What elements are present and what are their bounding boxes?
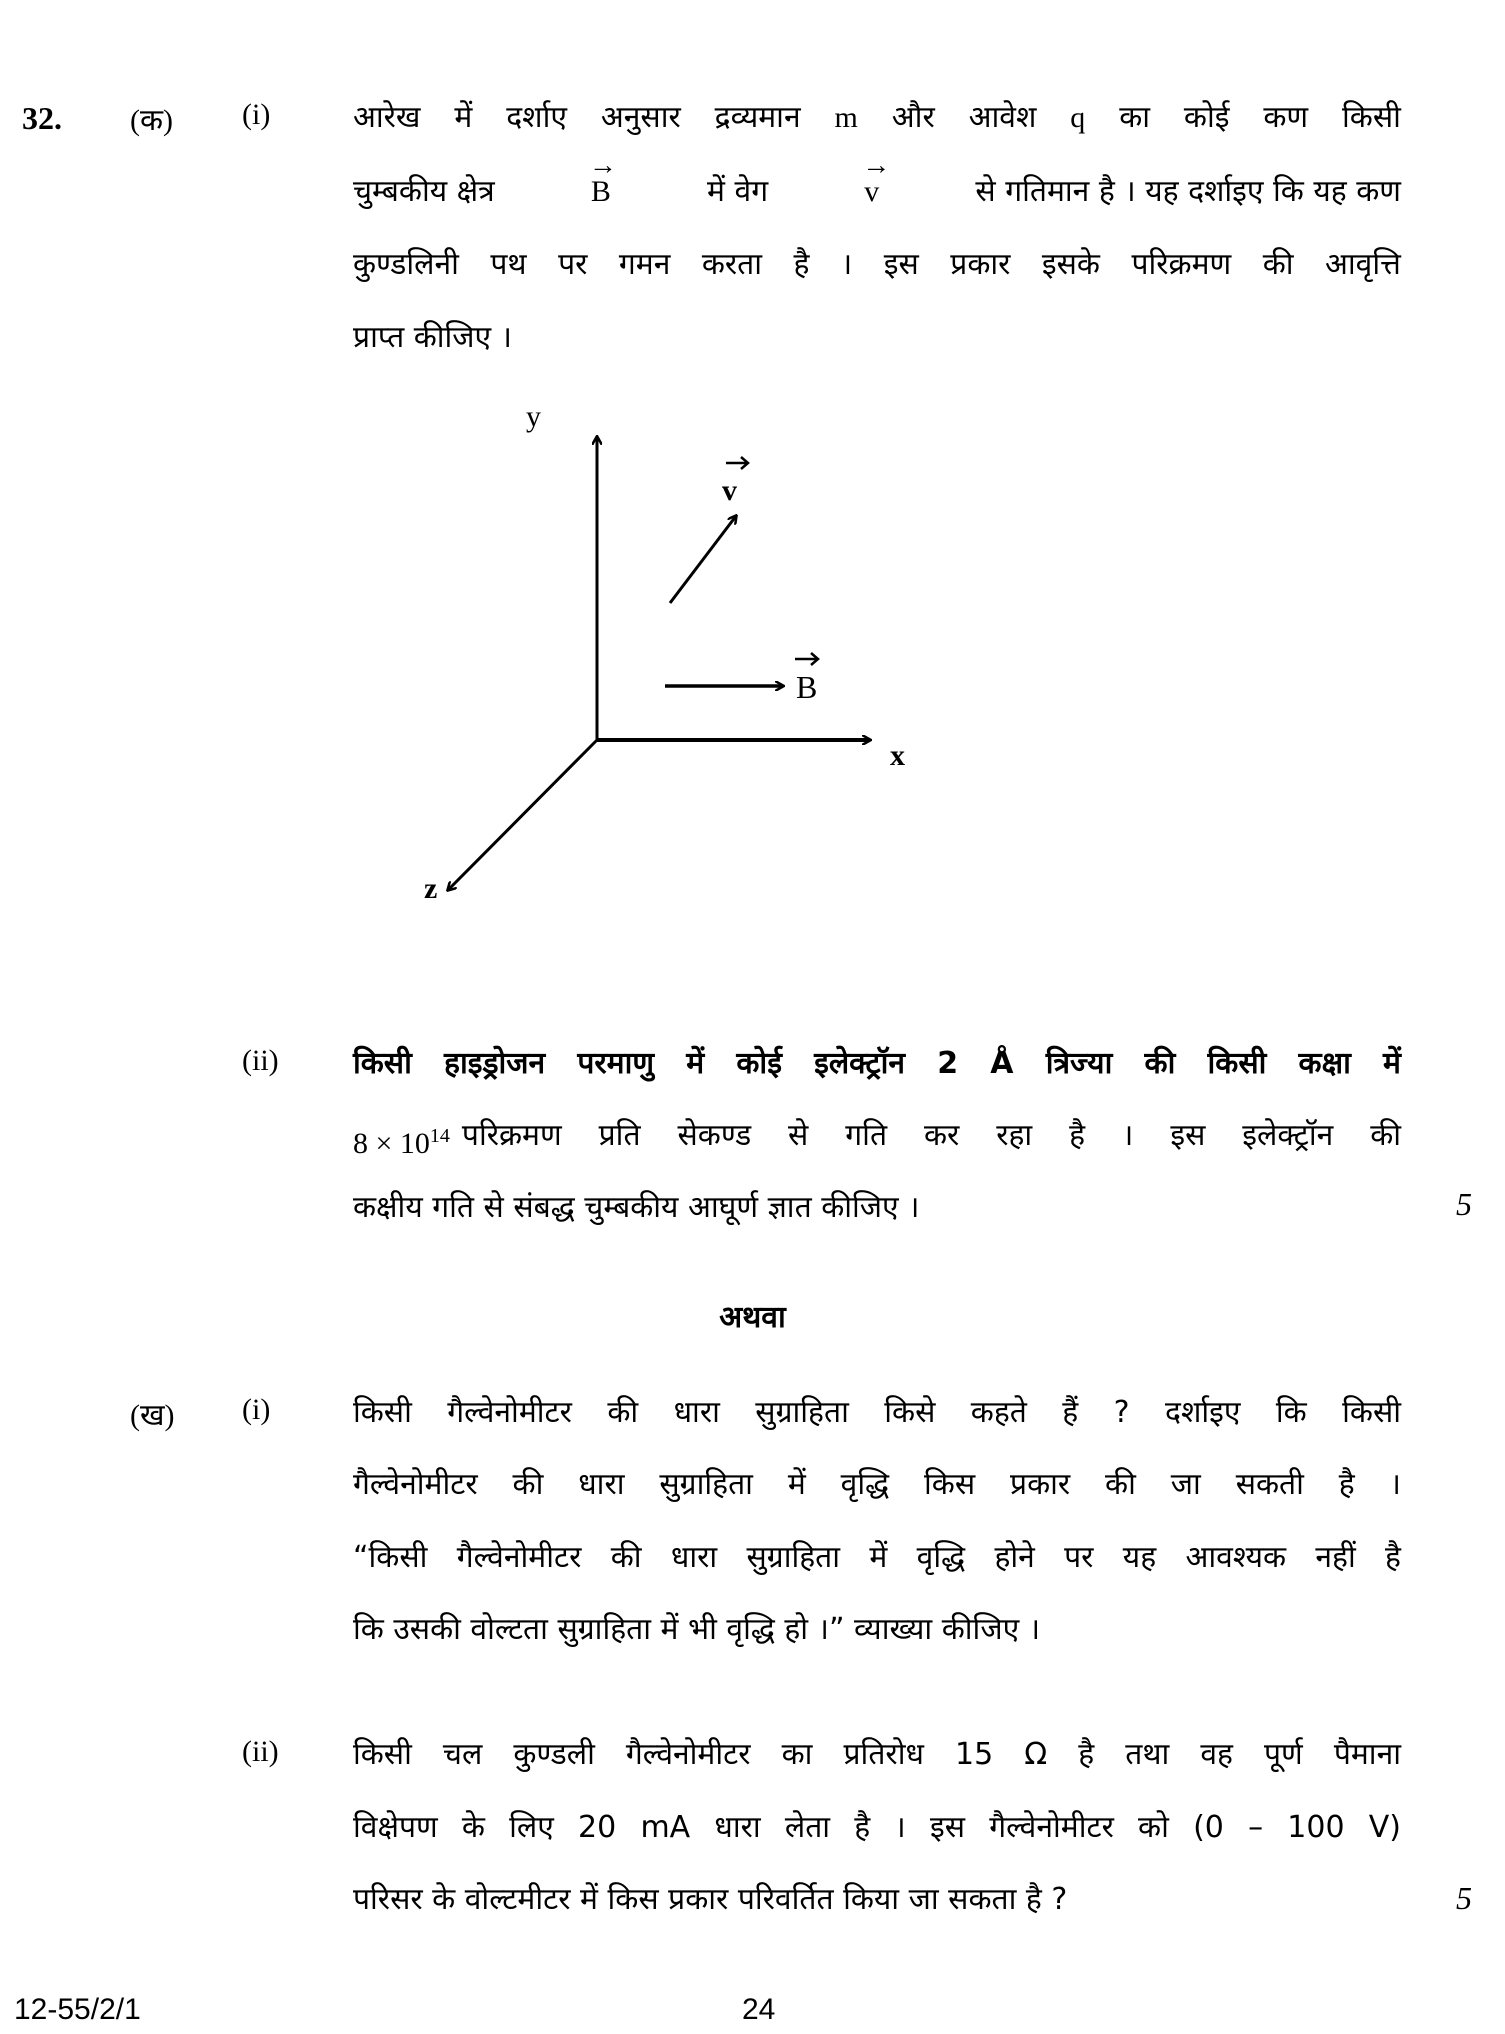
part-a-i-line-2: चुम्बकीय क्षेत्र → B में वेग → v से गतिमान है । यह दर्शाइए कि यह कण xyxy=(353,172,1401,212)
part-a-ii-line-1: किसी हाइड्रोजन परमाणु में कोई इलेक्ट्रॉन 2 Å त्रिज्या की किसी कक्षा में xyxy=(353,1046,1401,1081)
vector-B-symbol: → B xyxy=(591,172,611,212)
part-b-i-line-1: किसी गैल्वेनोमीटर की धारा सुग्राहिता किसे कहते हैं ? दर्शाइए कि किसी xyxy=(353,1395,1401,1430)
part-b-ii-line-2: विक्षेपण के लिए 20 mA धारा लेता है । इस गैल्वेनोमीटर को (0 – 100 V) xyxy=(353,1810,1401,1845)
part-b-i-line-3: “किसी गैल्वेनोमीटर की धारा सुग्राहिता में वृद्धि होने पर यह आवश्यक नहीं है xyxy=(353,1540,1401,1575)
z-axis-label: z xyxy=(424,872,438,905)
part-b-i-line-2: गैल्वेनोमीटर की धारा सुग्राहिता में वृद्धि किस प्रकार की जा सकती है । xyxy=(353,1467,1401,1502)
part-a-ii-line-2: $8 \times 10^{14}$ परिक्रमण प्रति सेकण्ड से गति कर रहा है । इस इलेक्ट्रॉन की xyxy=(353,1118,1401,1160)
marks-part-b: 5 xyxy=(1456,1880,1472,1916)
revolution-count-base: 8 × 10 xyxy=(353,1127,430,1160)
x-axis-label: x xyxy=(890,739,905,772)
axes-diagram xyxy=(400,390,1100,930)
part-b-i-line-4: कि उसकी वोल्टता सुग्राहिता में भी वृद्धि हो ।” व्याख्या कीजिए । xyxy=(353,1612,1041,1647)
part-b-ii-line-1: किसी चल कुण्डली गैल्वेनोमीटर का प्रतिरोध 15 Ω है तथा वह पूर्ण पैमाना xyxy=(353,1737,1401,1772)
marks-part-a: 5 xyxy=(1456,1186,1472,1222)
part-a-i-line-3: कुण्डलिनी पथ पर गमन करता है । इस प्रकार इसके परिक्रमण की आवृत्ति xyxy=(353,247,1401,282)
y-axis-label: y xyxy=(526,400,541,433)
or-separator: अथवा xyxy=(719,1300,786,1335)
part-a-sub-ii-label: (ii) xyxy=(242,1044,279,1077)
part-a-i-line-1: आरेख में दर्शाए अनुसार द्रव्यमान m और आवेश q का कोई कण किसी xyxy=(353,98,1401,138)
magnetic-field-label: B xyxy=(796,669,818,705)
velocity-label-arrow-icon xyxy=(726,457,748,469)
mass-symbol: m xyxy=(834,101,858,134)
magnetic-field-label-arrow-icon xyxy=(795,653,818,665)
question-number: 32. xyxy=(22,100,62,136)
paper-code: 12-55/2/1 xyxy=(14,1993,141,2026)
velocity-vector-arrow xyxy=(670,516,736,603)
part-a-sub-i-label: (i) xyxy=(242,98,271,131)
part-a-label: (क) xyxy=(130,104,174,137)
part-b-label: (ख) xyxy=(130,1399,175,1432)
charge-symbol: q xyxy=(1070,101,1086,134)
velocity-label: v xyxy=(722,474,737,507)
z-axis xyxy=(448,740,597,890)
part-b-sub-ii-label: (ii) xyxy=(242,1735,279,1768)
revolution-count-exponent: 14 xyxy=(429,1125,450,1147)
vector-v-symbol: → v xyxy=(864,172,879,212)
page-number: 24 xyxy=(742,1993,776,2026)
part-a-ii-line-3: कक्षीय गति से संबद्ध चुम्बकीय आघूर्ण ज्ञात कीजिए । xyxy=(353,1190,920,1225)
part-b-ii-line-3: परिसर के वोल्टमीटर में किस प्रकार परिवर्तित किया जा सकता है ? xyxy=(353,1882,1068,1917)
part-b-sub-i-label: (i) xyxy=(242,1393,271,1426)
part-a-i-line-4: प्राप्त कीजिए । xyxy=(353,320,513,355)
